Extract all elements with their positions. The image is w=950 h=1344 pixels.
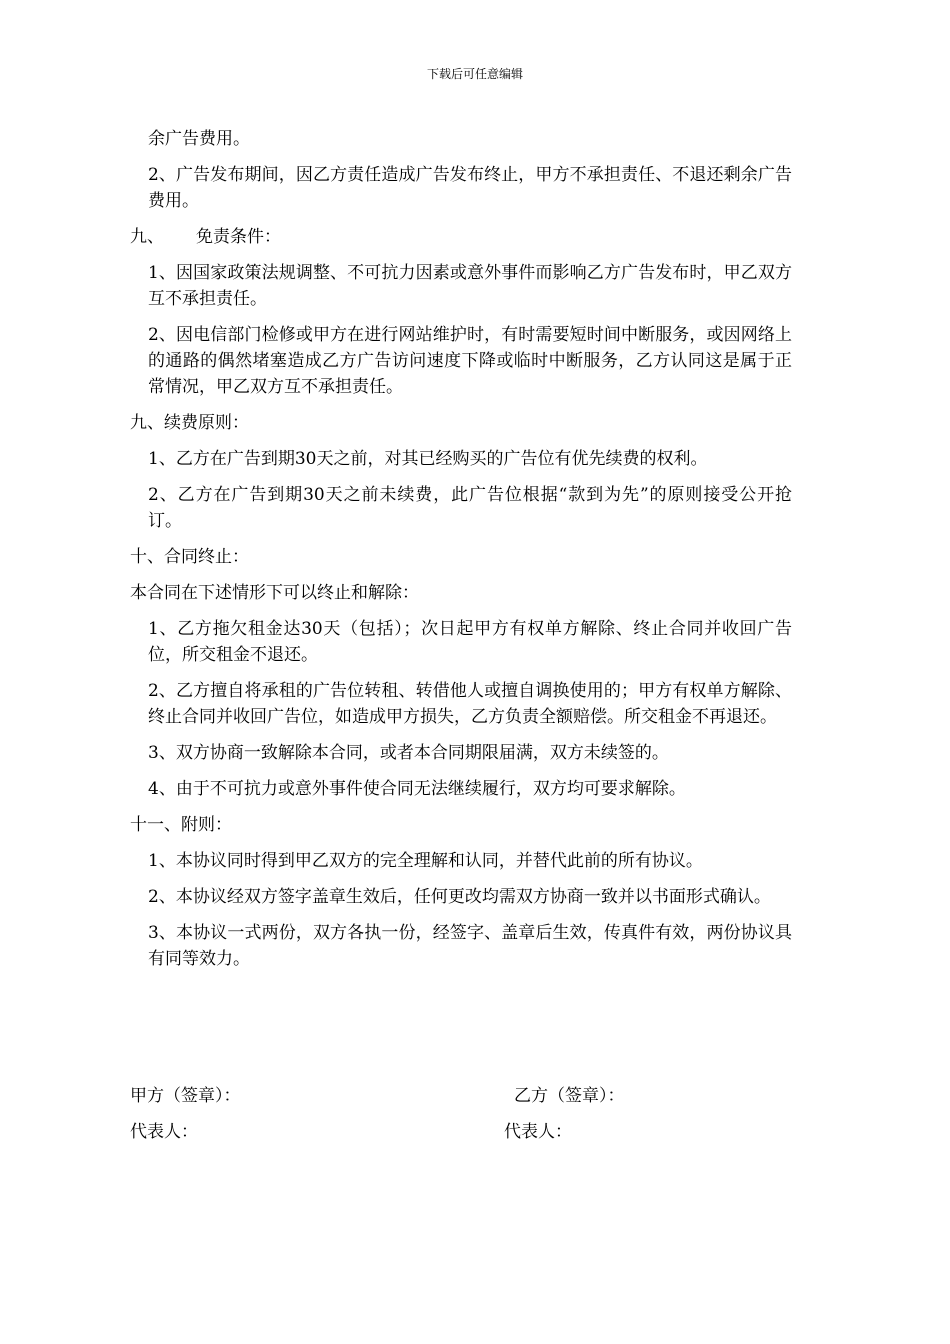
signature-row-seal [130,1083,792,1109]
party-a-seal-label: 甲方（签章）： [130,1086,241,1106]
paragraph: 余广告费用。 [148,129,250,149]
section-heading [130,224,792,250]
section-number: 九、 [130,227,164,247]
paragraph: 2、乙方在广告到期30天之前未续费，此广告位根据“款到为先”的原则接受公开抢订。 [148,485,792,531]
paragraph: 3、双方协商一致解除本合同，或者本合同期限届满，双方未续签的。 [148,743,669,763]
party-b-seal-label: 乙方（签章）： [514,1086,625,1106]
paragraph: 2、本协议经双方签字盖章生效后，任何更改均需双方协商一致并以书面形式确认。 [148,887,771,907]
party-b-representative-label: 代表人： [504,1122,572,1142]
contract-body [130,126,792,972]
paragraph: 1、乙方在广告到期30天之前，对其已经购买的广告位有优先续费的权利。 [148,449,708,469]
paragraph: 1、因国家政策法规调整、不可抗力因素或意外事件而影响乙方广告发布时，甲乙双方互不承担责任。 [148,263,792,309]
paragraph: 2、广告发布期间，因乙方责任造成广告发布终止，甲方不承担责任、不退还剩余广告费用。 [148,165,792,211]
paragraph: 3、本协议一式两份，双方各执一份，经签字、盖章后生效，传真件有效，两份协议具有同等效力。 [148,923,792,969]
paragraph: 2、乙方擅自将承租的广告位转租、转借他人或擅自调换使用的；甲方有权单方解除、终止合同并收回广告位，如造成甲方损失，乙方负责全额赔偿。所交租金不再退还。 [148,681,792,727]
page-header: 下载后可任意编辑 [426,67,523,81]
section-heading: 十、合同终止： [130,547,249,567]
paragraph: 本合同在下述情形下可以终止和解除： [130,583,419,603]
section-title: 免责条件： [196,227,281,247]
section-heading: 九、续费原则： [130,413,249,433]
section-heading: 十一、附则： [130,815,232,835]
paragraph: 1、本协议同时得到甲乙双方的完全理解和认同，并替代此前的所有协议。 [148,851,703,871]
paragraph: 1、乙方拖欠租金达30天（包括）；次日起甲方有权单方解除、终止合同并收回广告位，所交租金不退还。 [148,619,792,665]
party-a-representative-label: 代表人： [130,1122,198,1142]
paragraph: 4、由于不可抗力或意外事件使合同无法继续履行，双方均可要求解除。 [148,779,686,799]
signature-block [130,1083,792,1145]
signature-row-representative [130,1119,792,1145]
paragraph: 2、因电信部门检修或甲方在进行网站维护时，有时需要短时间中断服务，或因网络上的通路的偶然堵塞造成乙方广告访问速度下降或临时中断服务，乙方认同这是属于正常情况，甲乙双方互不承担责任。 [148,325,792,397]
